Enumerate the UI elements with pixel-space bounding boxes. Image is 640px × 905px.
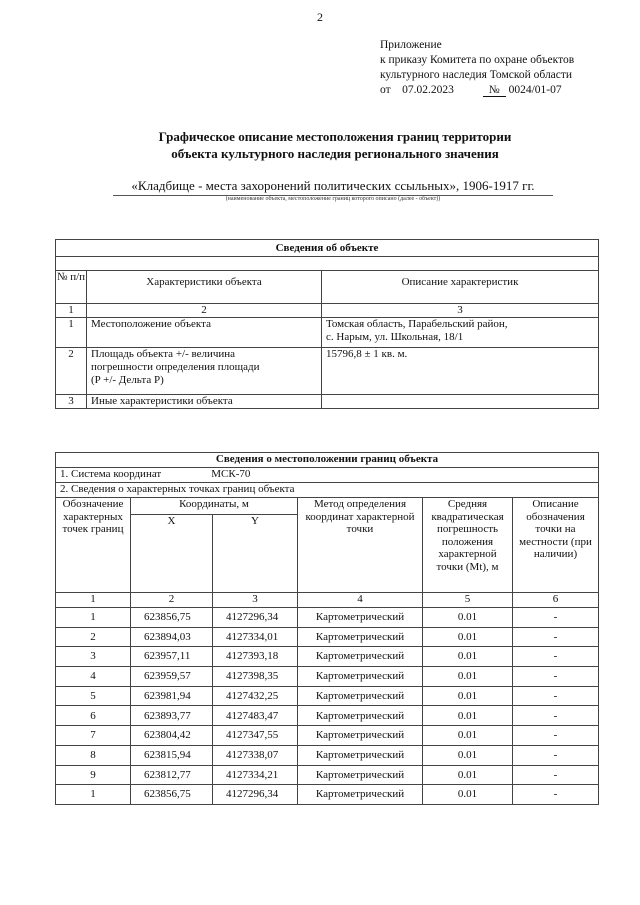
coord-y: 4127296,34 [213, 785, 298, 805]
order-number: 0024/01-07 [508, 84, 562, 96]
column-number: 2 [87, 304, 322, 318]
row-number: 3 [56, 395, 87, 409]
coord-y: 4127393,18 [213, 647, 298, 667]
table-row [56, 726, 599, 746]
coord-x: 623856,75 [131, 785, 213, 805]
method: Картометрический [298, 686, 423, 706]
header-y: Y [213, 515, 298, 593]
error: 0.01 [423, 706, 513, 726]
column-number: 1 [56, 304, 87, 318]
error: 0.01 [423, 745, 513, 765]
header-error: Средняя квадратическая погрешность положения характерной точки (Mt), м [423, 498, 513, 593]
error: 0.01 [423, 627, 513, 647]
row-number: 1 [56, 318, 87, 348]
point-id: 2 [56, 627, 131, 647]
coord-x: 623812,77 [131, 765, 213, 785]
boundary-table [55, 452, 599, 805]
row-characteristic [87, 348, 322, 395]
header-x: X [131, 515, 213, 593]
description: - [513, 608, 599, 628]
coord-x: 623981,94 [131, 686, 213, 706]
method: Картометрический [298, 608, 423, 628]
column-number: 1 [56, 593, 131, 608]
table-row [56, 706, 599, 726]
table-title: Сведения об объекте [56, 240, 599, 257]
header-description: Описание обозначения точки на местности (при наличии) [513, 498, 599, 593]
coord-x: 623959,57 [131, 667, 213, 687]
point-id: 1 [56, 785, 131, 805]
error: 0.01 [423, 647, 513, 667]
method: Картометрический [298, 627, 423, 647]
method: Картометрический [298, 706, 423, 726]
description: - [513, 785, 599, 805]
coord-y: 4127398,35 [213, 667, 298, 687]
table-row [56, 686, 599, 706]
object-name: «Кладбище - места захоронений политических ссыльных», 1906-1917 гг. [113, 178, 553, 196]
header-coords: Координаты, м [131, 498, 298, 515]
method: Картометрический [298, 765, 423, 785]
value-line: Томская область, Парабельский район, [326, 318, 508, 330]
description: - [513, 726, 599, 746]
order-date: 07.02.2023 [402, 84, 454, 96]
error: 0.01 [423, 785, 513, 805]
method: Картометрический [298, 785, 423, 805]
coord-y: 4127334,01 [213, 627, 298, 647]
row-number: 2 [56, 348, 87, 395]
header-point: Обозначение характерных точек границ [56, 498, 131, 593]
method: Картометрический [298, 726, 423, 746]
date-prefix: от [380, 84, 391, 96]
coord-x: 623815,94 [131, 745, 213, 765]
coord-y: 4127347,55 [213, 726, 298, 746]
error: 0.01 [423, 608, 513, 628]
table-row [56, 745, 599, 765]
points-label: 2. Сведения о характерных точках границ объекта [56, 483, 599, 498]
name-line: погрешности определения площади [91, 361, 260, 373]
error: 0.01 [423, 726, 513, 746]
row-value [322, 395, 599, 409]
column-number: 3 [322, 304, 599, 318]
table-row [56, 627, 599, 647]
table-title: Сведения о местоположении границ объекта [56, 453, 599, 468]
table-row [56, 318, 599, 348]
column-number: 6 [513, 593, 599, 608]
point-id: 8 [56, 745, 131, 765]
coord-system-row [56, 468, 599, 483]
coord-y: 4127296,34 [213, 608, 298, 628]
name-line: (P +/- Дельта P) [91, 374, 164, 386]
column-number: 2 [131, 593, 213, 608]
coord-x: 623804,42 [131, 726, 213, 746]
title-line: Графическое описание местоположения границ территории [158, 129, 512, 144]
row-characteristic: Иные характеристики объекта [87, 395, 322, 409]
table-row [56, 667, 599, 687]
table-row [56, 647, 599, 667]
header-number: № п/п [56, 271, 87, 304]
method: Картометрический [298, 647, 423, 667]
point-id: 3 [56, 647, 131, 667]
table-row [56, 765, 599, 785]
page-title [0, 128, 640, 162]
name-line: Площадь объекта +/- величина [91, 348, 236, 360]
method: Картометрический [298, 745, 423, 765]
description: - [513, 765, 599, 785]
coord-x: 623893,77 [131, 706, 213, 726]
column-number: 5 [423, 593, 513, 608]
title-line: объекта культурного наследия регионального значения [171, 146, 499, 161]
method: Картометрический [298, 667, 423, 687]
appendix-line: культурного наследия Томской области [380, 69, 573, 81]
coord-system-value: МСК-70 [211, 468, 251, 480]
row-characteristic: Местоположение объекта [87, 318, 322, 348]
table-row [56, 608, 599, 628]
coord-y: 4127338,07 [213, 745, 298, 765]
point-id: 4 [56, 667, 131, 687]
point-id: 1 [56, 608, 131, 628]
page-number: 2 [317, 10, 323, 24]
appendix-line: к приказу Комитета по охране объектов [380, 54, 575, 66]
number-label: № [483, 84, 506, 97]
coord-x: 623957,11 [131, 647, 213, 667]
error: 0.01 [423, 686, 513, 706]
column-number: 3 [213, 593, 298, 608]
header-method: Метод определения координат характерной точки [298, 498, 423, 593]
description: - [513, 686, 599, 706]
value-line: с. Нарым, ул. Школьная, 18/1 [326, 331, 464, 343]
header-description: Описание характеристик [322, 271, 599, 304]
object-caption: (наименование объекта, местоположение границ которого описано (далее - объект)) [225, 196, 441, 202]
point-id: 7 [56, 726, 131, 746]
coord-y: 4127432,25 [213, 686, 298, 706]
appendix-line: Приложение [380, 39, 442, 51]
coord-x: 623856,75 [131, 608, 213, 628]
point-id: 5 [56, 686, 131, 706]
description: - [513, 706, 599, 726]
description: - [513, 745, 599, 765]
point-id: 9 [56, 765, 131, 785]
point-id: 6 [56, 706, 131, 726]
empty-row [56, 257, 599, 271]
coord-x: 623894,03 [131, 627, 213, 647]
description: - [513, 667, 599, 687]
appendix-date-line [380, 83, 574, 98]
coord-y: 4127334,21 [213, 765, 298, 785]
table-row [56, 348, 599, 395]
header-characteristic: Характеристики объекта [87, 271, 322, 304]
object-info-table [55, 239, 599, 409]
table-row [56, 785, 599, 805]
appendix-block [380, 38, 574, 98]
coord-system-label: 1. Система координат [60, 468, 162, 480]
coord-y: 4127483,47 [213, 706, 298, 726]
description: - [513, 647, 599, 667]
description: - [513, 627, 599, 647]
table-row [56, 395, 599, 409]
error: 0.01 [423, 667, 513, 687]
row-value: 15796,8 ± 1 кв. м. [322, 348, 599, 395]
column-number: 4 [298, 593, 423, 608]
row-value [322, 318, 599, 348]
error: 0.01 [423, 765, 513, 785]
